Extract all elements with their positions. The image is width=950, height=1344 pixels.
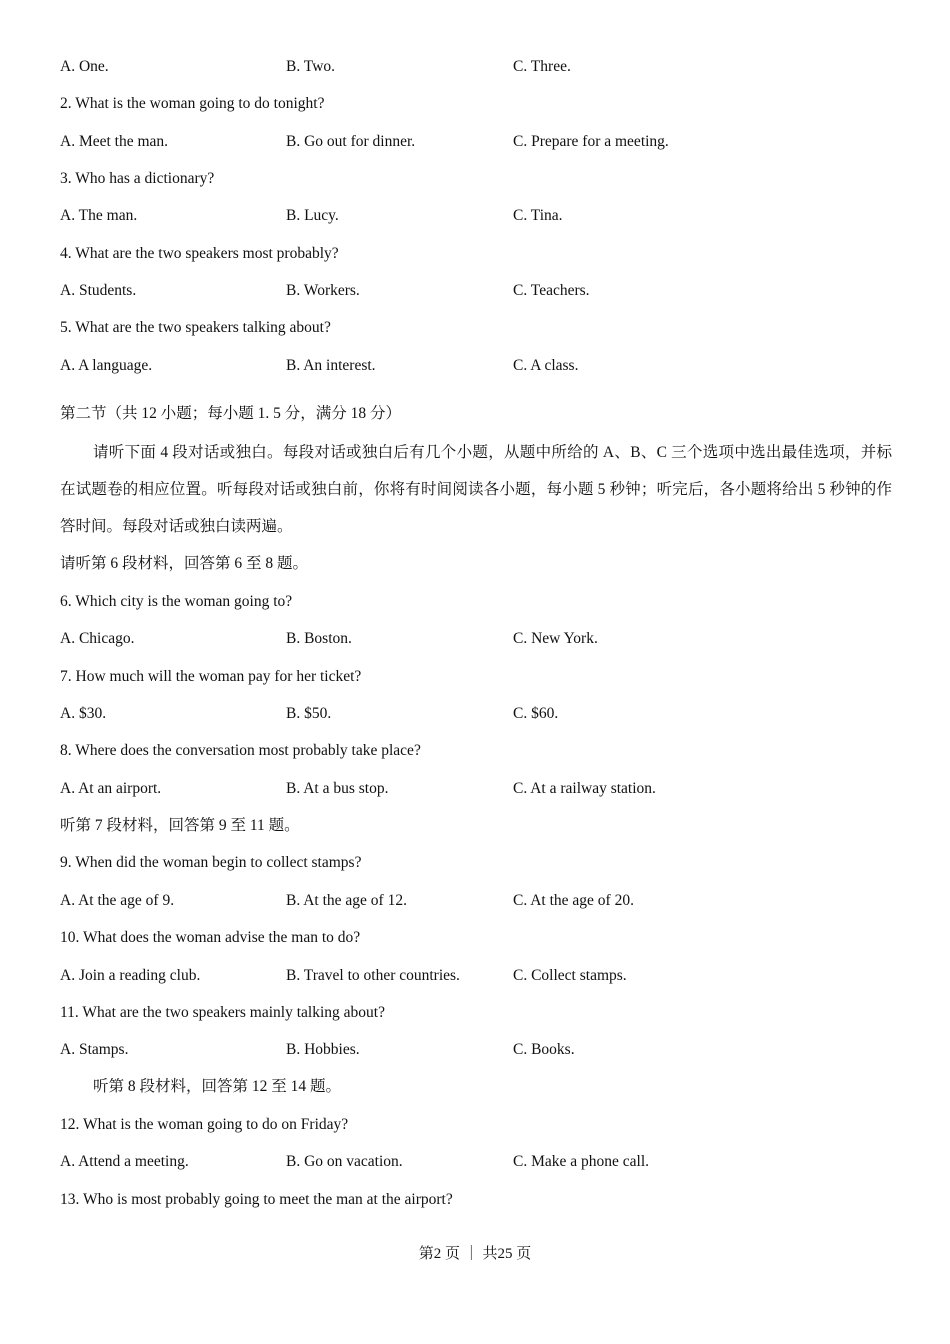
q3-option-a: A. The man. [60,207,138,224]
q9-question: 9. When did the woman begin to collect stamps? [60,854,362,871]
q5-question: 5. What are the two speakers talking about? [60,319,331,336]
page-footer: 第2 页 ｜ 共25 页 [418,1246,532,1262]
q11-option-a: A. Stamps. [60,1041,129,1058]
q2-option-b: B. Go out for dinner. [286,133,416,150]
passage6-intro: 请听第 6 段材料，回答第 6 至 8 题。 [60,555,309,572]
q6-option-c: C. New York. [513,630,598,647]
q12-option-b: B. Go on vacation. [286,1153,403,1170]
q3-question: 3. Who has a dictionary? [60,170,215,187]
q11-question: 11. What are the two speakers mainly talking about? [60,1004,385,1021]
q5-option-b: B. An interest. [286,357,376,374]
q8-question: 8. Where does the conversation most probably take place? [60,742,421,759]
q12-option-c: C. Make a phone call. [513,1153,650,1170]
q5-option-c: C. A class. [513,357,579,374]
q11-option-c: C. Books. [513,1041,575,1058]
q9-option-c: C. At the age of 20. [513,892,634,909]
q3-option-b: B. Lucy. [286,207,339,224]
q1-option-a: A. One. [60,58,109,75]
q10-option-c: C. Collect stamps. [513,967,627,984]
q4-option-c: C. Teachers. [513,282,590,299]
passage8-intro: 听第 8 段材料，回答第 12 至 14 题。 [93,1078,342,1095]
q5-option-a: A. A language. [60,357,153,374]
q2-option-c: C. Prepare for a meeting. [513,133,669,150]
q6-option-b: B. Boston. [286,630,352,647]
q7-option-c: C. $60. [513,705,559,722]
q1-option-c: C. Three. [513,58,571,75]
section2-heading: 第二节（共 12 小题；每小题 1. 5 分，满分 18 分） [60,405,402,422]
q1-option-b: B. Two. [286,58,336,75]
q10-option-b: B. Travel to other countries. [286,967,460,984]
q13-question: 13. Who is most probably going to meet the man at the airport? [60,1191,453,1208]
q6-question: 6. Which city is the woman going to? [60,593,293,610]
q2-option-a: A. Meet the man. [60,133,169,150]
q10-question: 10. What does the woman advise the man to do? [60,929,361,946]
passage7-intro: 听第 7 段材料，回答第 9 至 11 题。 [60,817,300,834]
q9-option-a: A. At the age of 9. [60,892,175,909]
q8-option-c: C. At a railway station. [513,780,656,797]
q9-option-b: B. At the age of 12. [286,892,407,909]
q7-question: 7. How much will the woman pay for her ticket? [60,668,362,685]
q2-question: 2. What is the woman going to do tonight? [60,95,325,112]
q8-option-b: B. At a bus stop. [286,780,389,797]
q10-option-a: A. Join a reading club. [60,967,201,984]
q6-option-a: A. Chicago. [60,630,135,647]
q12-question: 12. What is the woman going to do on Friday? [60,1116,349,1133]
q7-option-a: A. $30. [60,705,107,722]
q7-option-b: B. $50. [286,705,332,722]
q4-question: 4. What are the two speakers most probably? [60,245,339,262]
section2-instructions: 请听下面 4 段对话或独白。每段对话或独白后有几个小题，从题中所给的 A、B、C 三个选项中选出最佳选项，并标在试题卷的相应位置。听每段对话或独白前，你将有时间阅读各小题，每小题 5 秒钟；听完后，各小题将给出 5 秒钟的作答时间。每段对话或独白读两遍。 [60,444,892,535]
q11-option-b: B. Hobbies. [286,1041,360,1058]
q3-option-c: C. Tina. [513,207,563,224]
q12-option-a: A. Attend a meeting. [60,1153,189,1170]
q4-option-b: B. Workers. [286,282,360,299]
q8-option-a: A. At an airport. [60,780,162,797]
q4-option-a: A. Students. [60,282,137,299]
